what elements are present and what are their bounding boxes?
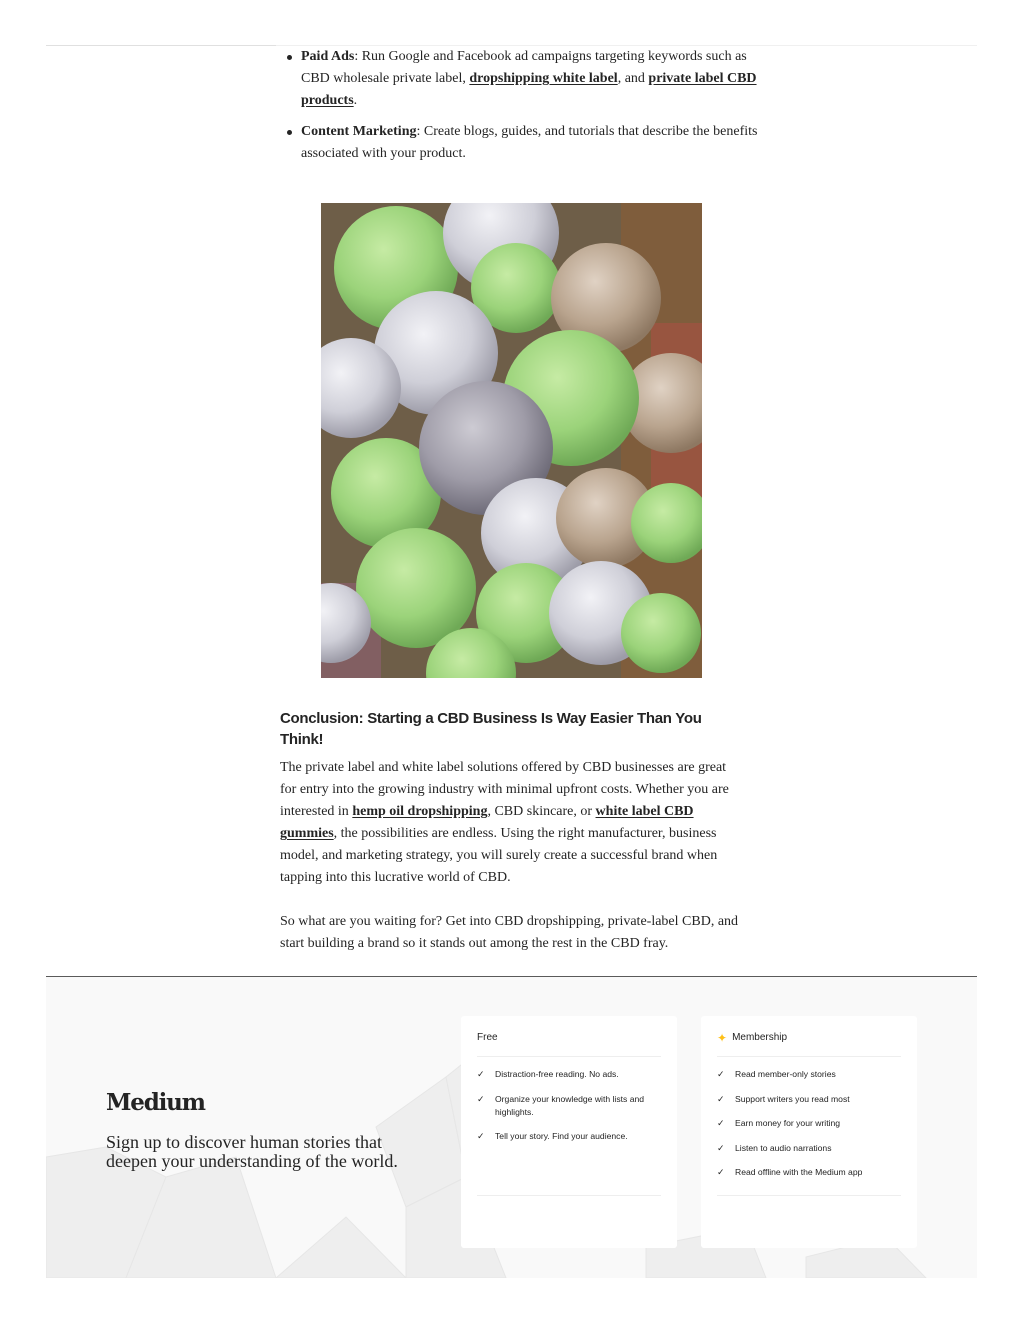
- bath-bombs-illustration: [321, 203, 702, 678]
- list-item: [477, 1130, 661, 1143]
- dropshipping-white-label-link[interactable]: dropshipping white label: [469, 71, 618, 86]
- free-plan-features: [477, 1068, 661, 1155]
- bullet-text: : Create blogs, guides, and tutorials that describe the benefits associated with your product.: [301, 124, 758, 161]
- feature-text: Distraction-free reading. No ads.: [495, 1069, 619, 1079]
- list-item: [717, 1166, 901, 1179]
- feature-text: Tell your story. Find your audience.: [495, 1131, 628, 1141]
- check-icon: ✓: [477, 1093, 485, 1104]
- hemp-oil-dropshipping-link[interactable]: hemp oil dropshipping: [352, 804, 488, 819]
- paragraph-text: , the possibilities are endless. Using the right manufacturer, business model, and marketing strategy, you will surely create a successful brand when tapping into this lucrative world of CBD.: [280, 826, 718, 885]
- marketing-bullet-list: [280, 46, 761, 174]
- membership-plan-header: [717, 1032, 787, 1043]
- card-divider: [477, 1056, 661, 1057]
- membership-plan-features: [717, 1068, 901, 1191]
- sparkle-icon: ✦: [717, 1030, 728, 1045]
- membership-plan-title: Membership: [732, 1032, 788, 1043]
- free-plan-card[interactable]: [461, 1016, 677, 1248]
- check-icon: ✓: [717, 1167, 725, 1177]
- signup-footer: [46, 977, 977, 1278]
- check-icon: ✓: [477, 1069, 485, 1079]
- check-icon: ✓: [717, 1069, 725, 1079]
- paragraph-text: The private label and white label solutions offered by CBD businesses are great for entry into the growing industry with minimal upfront costs. Whether you are interested in: [280, 760, 729, 819]
- paragraph-text: , CBD skincare, or: [487, 804, 596, 819]
- free-plan-title: Free: [477, 1032, 498, 1043]
- bath-bombs-photo: [321, 203, 702, 678]
- footer-tagline: Sign up to discover human stories that deepen your understanding of the world.: [106, 1132, 398, 1171]
- closing-paragraph: So what are you waiting for? Get into CBD dropshipping, private-label CBD, and start building a brand so it stands out among the rest in the CBD fray.: [280, 914, 739, 951]
- card-divider: [717, 1056, 901, 1057]
- list-item: [717, 1117, 901, 1130]
- conclusion-heading: Conclusion: Starting a CBD Business Is Way Easier Than You Think!: [280, 710, 702, 748]
- card-divider: [717, 1195, 901, 1196]
- bullet-text: .: [353, 93, 358, 108]
- list-item: [301, 46, 761, 112]
- list-item: [717, 1068, 901, 1081]
- bullet-text: : Run Google and Facebook ad campaigns targeting keywords such as CBD wholesale private label,: [301, 49, 747, 86]
- check-icon: ✓: [477, 1131, 485, 1141]
- list-item: [477, 1068, 661, 1081]
- feature-text: Read offline with the Medium app: [735, 1167, 863, 1177]
- check-icon: ✓: [717, 1093, 725, 1104]
- conclusion-paragraph: [280, 757, 740, 889]
- feature-text: Organize your knowledge with lists and highlights.: [495, 1093, 645, 1117]
- feature-text: Listen to audio narrations: [735, 1142, 832, 1153]
- check-icon: ✓: [717, 1118, 725, 1128]
- white-label-cbd-gummies-link[interactable]: white label CBD gummies: [280, 804, 694, 841]
- check-icon: ✓: [717, 1142, 725, 1153]
- medium-logo[interactable]: Medium: [106, 1089, 205, 1116]
- bullet-label: Content Marketing: [301, 124, 417, 139]
- feature-text: Support writers you read most: [735, 1093, 850, 1104]
- feature-text: Read member-only stories: [735, 1069, 836, 1079]
- list-item: [717, 1142, 901, 1155]
- bullet-text: , and: [617, 71, 649, 86]
- list-item: [301, 121, 761, 165]
- card-divider: [477, 1195, 661, 1196]
- list-item: [477, 1093, 661, 1119]
- membership-plan-card[interactable]: [701, 1016, 917, 1248]
- bullet-label: Paid Ads: [301, 49, 355, 64]
- private-label-cbd-products-link[interactable]: private label CBD products: [301, 71, 757, 108]
- feature-text: Earn money for your writing: [735, 1118, 841, 1128]
- list-item: [717, 1093, 901, 1106]
